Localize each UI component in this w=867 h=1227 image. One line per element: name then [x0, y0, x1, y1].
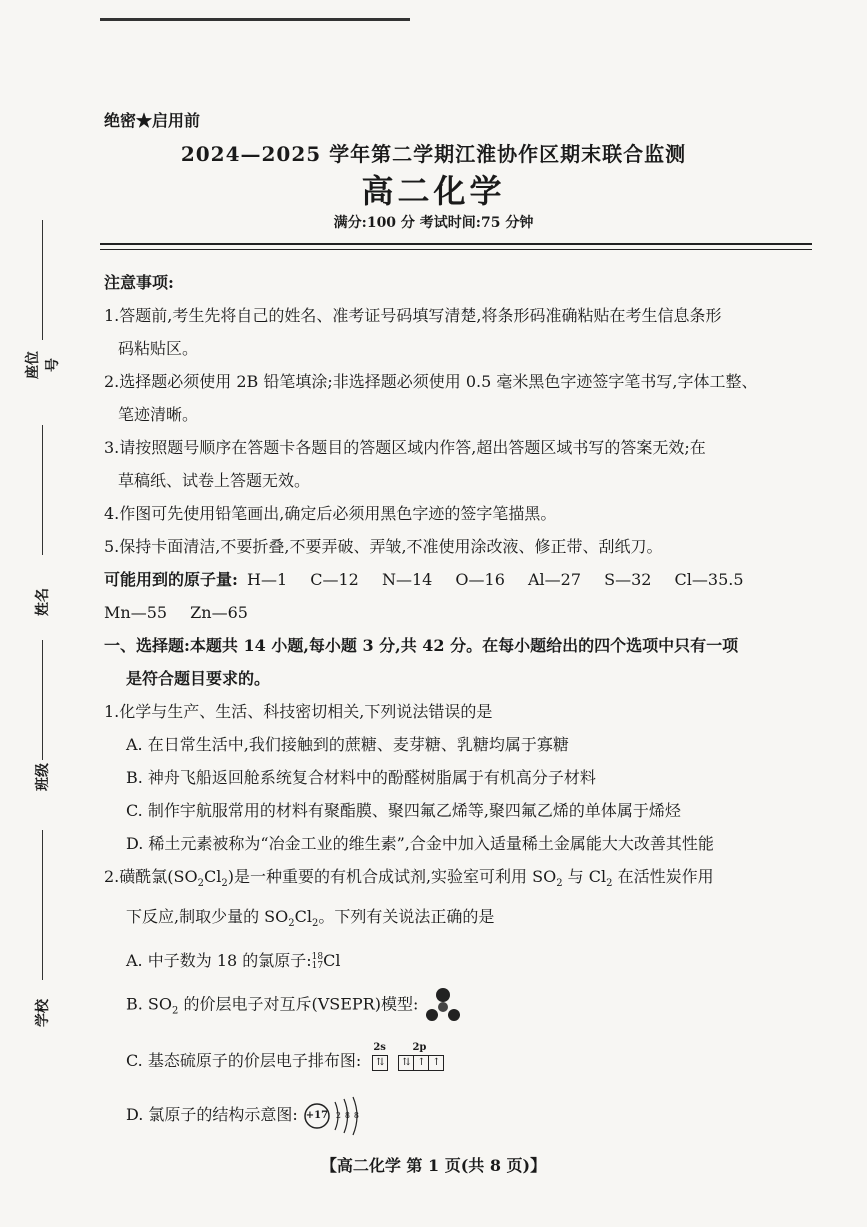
chlorine-atom-diagram: +17 2 8 8 — [303, 1099, 373, 1133]
orbital-2s: 2s ⇅ — [372, 1045, 387, 1078]
q1-option-d: D. 稀土元素被称为“冶金工业的维生素”,合金中加入适量稀土金属能大大改善其性能 — [126, 834, 714, 853]
notice-item-4: 4.作图可先使用铅笔画出,确定后必须用黑色字迹的签字笔描黑。 — [104, 504, 557, 523]
exam-name: 2024—2025 学年第二学期江淮协作区期末联合监测 — [180, 142, 687, 166]
mass-s: S—32 — [604, 570, 652, 589]
side-label-school: 学校 — [35, 999, 51, 1027]
q1-option-b: B. 神舟飞船返回舱系统复合材料中的酚醛树脂属于有机高分子材料 — [126, 768, 596, 787]
q1-option-a: A. 在日常生活中,我们接触到的蔗糖、麦芽糖、乳糖均属于寡糖 — [126, 735, 569, 754]
notice-item-1: 1.答题前,考生先将自己的姓名、准考证号码填写清楚,将条形码准确粘贴在考生信息条形 — [104, 306, 722, 325]
score-time-info: 满分:100 分 考试时间:75 分钟 — [333, 215, 534, 231]
notice-item-5: 5.保持卡面清洁,不要折叠,不要弄破、弄皱,不准使用涂改液、修正带、刮纸刀。 — [104, 537, 663, 556]
side-binding-strip — [0, 0, 90, 1227]
mass-h: H—1 — [247, 570, 288, 589]
mass-cl: Cl—35.5 — [674, 570, 744, 589]
side-label-seat: 座位号 — [25, 351, 61, 379]
school-line — [42, 830, 43, 980]
q2-option-a: A. 中子数为 18 的氯原子:18 17Cl — [126, 951, 341, 971]
notice-item-3-cont: 草稿纸、试卷上答题无效。 — [118, 471, 311, 490]
notice-title: 注意事项: — [104, 273, 174, 292]
section-1-heading-cont: 是符合题目要求的。 — [126, 669, 271, 688]
notice-item-2-cont: 笔迹清晰。 — [118, 405, 199, 424]
main-content — [104, 266, 816, 1133]
mass-mn: Mn—55 — [104, 603, 168, 622]
atomic-masses-line-1 — [104, 563, 816, 596]
seat-number-line — [42, 220, 43, 340]
side-label-name: 姓名 — [35, 588, 51, 616]
side-label-class: 班级 — [35, 763, 51, 791]
orbital-2p: 2p ⇅ ↑ ↑ — [398, 1045, 443, 1078]
q1-stem: 1.化学与生产、生活、科技密切相关,下列说法错误的是 — [104, 702, 493, 721]
mass-c: C—12 — [310, 570, 359, 589]
q2-option-d: D. 氯原子的结构示意图: +17 2 8 8 — [104, 1098, 816, 1133]
vsepr-model-icon — [423, 987, 463, 1023]
header-divider — [100, 243, 812, 245]
q1-option-c: C. 制作宇航服常用的材料有聚酯膜、聚四氟乙烯等,聚四氟乙烯的单体属于烯烃 — [126, 801, 681, 820]
notice-item-3: 3.请按照题号顺序在答题卡各题目的答题区域内作答,超出答题区域书写的答案无效;在 — [104, 438, 706, 457]
header-divider-thin — [100, 249, 812, 250]
mass-al: Al—27 — [527, 570, 582, 589]
section-1-heading: 一、选择题:本题共 14 小题,每小题 3 分,共 42 分。在每小题给出的四个选项中只有一项 — [104, 636, 739, 655]
notice-item-2: 2.选择题必须使用 2B 铅笔填涂;非选择题必须使用 0.5 毫米黑色字迹签字笔书写,字体工整、 — [104, 372, 758, 391]
q2-option-c: C. 基态硫原子的价层电子排布图: 2s ⇅ 2p ⇅ ↑ ↑ — [104, 1044, 816, 1078]
notice-item-1-cont: 码粘贴区。 — [118, 339, 199, 358]
page-footer: 【高二化学 第 1 页(共 8 页)】 — [320, 1156, 547, 1175]
atomic-masses-label: 可能用到的原子量: — [104, 570, 238, 589]
page-title: 高二化学 — [361, 172, 506, 210]
mass-zn: Zn—65 — [190, 603, 248, 622]
q2-stem-cont: 下反应,制取少量的 $SO_2Cl_2$。下列有关说法正确的是 — [126, 907, 495, 930]
q2-stem: 2.磺酰氯$(SO_2Cl_2)$是一种重要的有机合成试剂,实验室可利用 $SO_2$ 与 $Cl_2$ 在活性炭作用 — [104, 867, 714, 890]
mass-n: N—14 — [381, 570, 433, 589]
mass-o: O—16 — [455, 570, 505, 589]
atomic-masses-line-2 — [104, 596, 816, 629]
name-line — [42, 425, 43, 555]
q2-option-b: B. $SO_2$ 的价层电子对互斥(VSEPR)模型: — [104, 987, 816, 1028]
top-decoration-line — [100, 18, 410, 21]
class-line — [42, 640, 43, 760]
confidential-mark: 绝密★启用前 — [104, 111, 201, 130]
